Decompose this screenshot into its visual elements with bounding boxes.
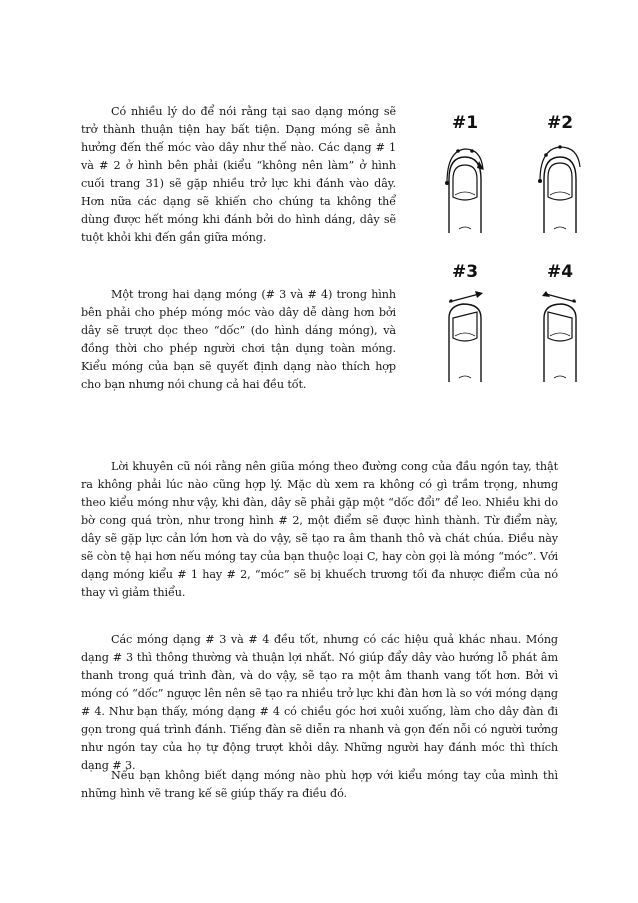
paragraph-shapes-3-and-4: Các móng dạng # 3 và # 4 đều tốt, nhưng có các hiệu quả khác nhau. Móng dạng # 3 thì thông thường và thuận lợi nhất. Nó giúp đẩy dây vào hướng lỗ phát âm thanh trong quá trình đàn, và do vậy, sẽ tạo ra một âm thanh vang tốt hơn. Bởi vì móng có “dốc” ngược lên nên sẽ tạo ra nhiều trở lực khi đàn hơn là so với móng dạng # 4. Như bạn thấy, móng dạng # 4 có chiều góc hơi xuôi xuống, làm cho dây đàn đi gọn trong quá trình đánh. Tiếng đàn sẽ diễn ra nhanh và gọn đến nỗi có người tưởng như ngón tay của họ tự động trượt khỏi dây. Những người hay đánh móc thì thích dạng # 3. (81, 633, 558, 772)
figure-label: #2 (546, 113, 574, 133)
figure-nail-4 (510, 262, 610, 382)
figure-label: #1 (451, 113, 479, 133)
figure-label: #4 (546, 262, 574, 282)
figure-nail-2 (510, 113, 610, 233)
fingernail-shape-3-icon (415, 288, 515, 382)
figure-label: #3 (451, 262, 479, 282)
fingernail-shape-2-icon (510, 139, 610, 233)
figure-nail-3 (415, 262, 515, 382)
paragraph-next-page-note: Nếu bạn không biết dạng móng nào phù hợp với kiểu móng tay của mình thì những hình vẽ trang kế sẽ giúp thấy ra điều đó. (81, 769, 558, 800)
fingernail-shape-4-icon (510, 288, 610, 382)
fingernail-shape-1-icon (415, 139, 515, 233)
paragraph-old-advice: Lời khuyên cũ nói rằng nên giũa móng theo đường cong của đầu ngón tay, thật ra không phải lúc nào cũng hợp lý. Mặc dù xem ra không có gì trầm trọng, nhưng theo kiểu móng như vậy, khi đàn, dây sẽ phải gặp một “dốc đổi” để leo. Nhiều khi do bờ cong quá tròn, như trong hình # 2, một điểm sẽ được hình thành. Từ điểm này, dây sẽ gặp lực cản lớn hơn và do vậy, sẽ tạo ra âm thanh thô và chát chúa. Điều này sẽ còn tệ hại hơn nếu móng tay của bạn thuộc loại C, hay còn gọi là móng “móc”. Với dạng móng kiểu # 1 hay # 2, “móc” sẽ bị khuếch trương tối đa nhược điểm của nó thay vì giảm thiểu. (81, 460, 558, 599)
paragraph-nail-shape-intro: Có nhiều lý do để nói rằng tại sao dạng móng sẽ trở thành thuận tiện hay bất tiện. Dạng móng sẽ ảnh hưởng đến thế móc vào dây như thế nào. Các dạng # 1 và # 2 ở hình bên phải (kiểu “không nên làm” ở hình cuối trang 31) sẽ gặp nhiều trở lực khi đánh vào dây. Hơn nữa các dạng sẽ khiến cho chúng ta không thể dùng được hết móng khi đánh bởi do hình dáng, dây sẽ tuột khỏi khi đến gần giữa móng. (81, 105, 396, 244)
paragraph-good-shapes: Một trong hai dạng móng (# 3 và # 4) trong hình bên phải cho phép móng móc vào dây dễ dàng hơn bởi dây sẽ trượt dọc theo “dốc” (do hình dáng móng), và đồng thời cho phép người chơi tận dụng toàn móng. Kiểu móng của bạn sẽ quyết định dạng nào thích hợp cho bạn nhưng nói chung cả hai đều tốt. (81, 288, 396, 391)
figure-nail-1 (415, 113, 515, 233)
